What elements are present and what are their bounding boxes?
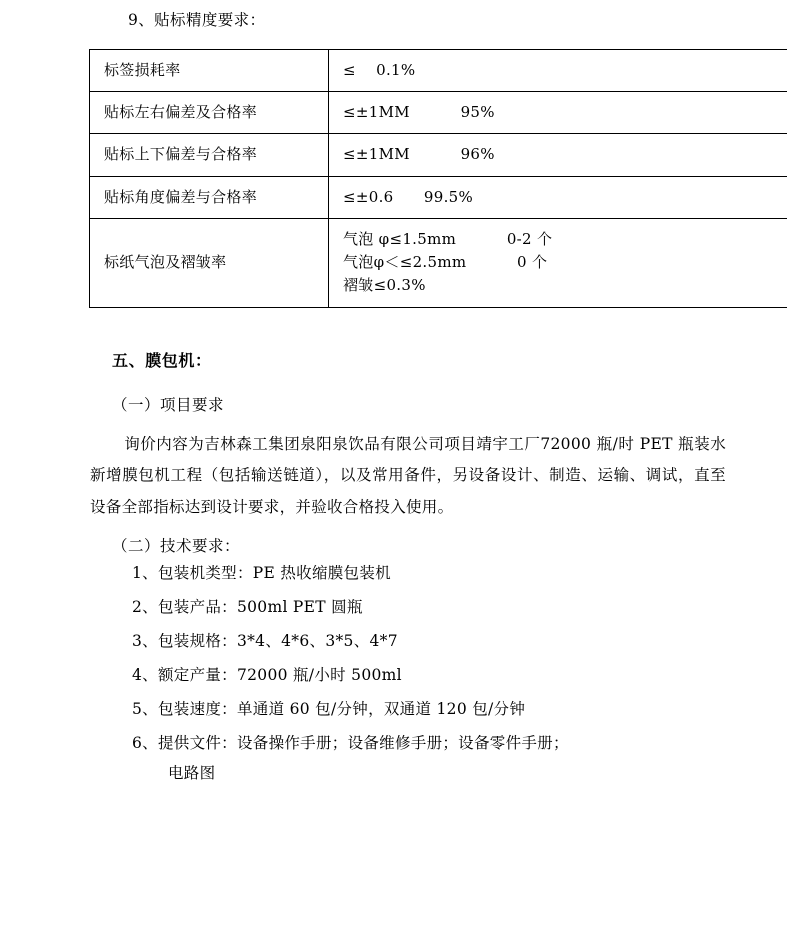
- item-text-continuation: 电路图: [168, 764, 216, 783]
- value-line: 褶皱≤0.3%: [343, 276, 426, 295]
- row-value: [329, 134, 787, 176]
- subsection-2-title: （二）技术要求：: [112, 536, 241, 555]
- row-label: 贴标左右偏差及合格率: [90, 92, 329, 134]
- table-row: [90, 176, 787, 218]
- item-text: 包装规格：3*4、4*6、3*5、4*7: [157, 632, 398, 651]
- row-value: [329, 176, 787, 218]
- value-line: ≤±1MM 96%: [343, 145, 495, 164]
- table-row: [90, 218, 787, 307]
- technical-requirements-list: [44, 556, 745, 791]
- item-text: 包装速度：单通道 60 包/分钟，双通道 120 包/分钟: [157, 700, 526, 719]
- value-line: ≤ 0.1%: [343, 60, 416, 79]
- subsection-1-title: （一）项目要求: [112, 395, 225, 414]
- list-item: [132, 692, 745, 726]
- item-number: 4、: [132, 666, 158, 685]
- list-item: [132, 590, 745, 624]
- table-body: [90, 49, 787, 307]
- item-number: 5、: [132, 700, 158, 719]
- item-number: 6、: [132, 734, 158, 753]
- list-item: [132, 726, 745, 790]
- list-item: [132, 556, 745, 590]
- value-line: 气泡φ＜≤2.5mm 0 个: [343, 253, 548, 272]
- item-text: 提供文件：设备操作手册；设备维修手册；设备零件手册；: [157, 734, 569, 753]
- row-label: 标纸气泡及褶皱率: [90, 218, 329, 307]
- value-line: ≤±1MM 95%: [343, 103, 495, 122]
- row-label: 贴标角度偏差与合格率: [90, 176, 329, 218]
- list-item: [132, 624, 745, 658]
- row-label: 贴标上下偏差与合格率: [90, 134, 329, 176]
- paragraph-text: 询价内容为吉林森工集团泉阳泉饮品有限公司项目靖宇工厂72000 瓶/时 PET 瓶装水新增膜包机工程（包括输送链道），以及常用备件，另设备设计、制造、运输、调试，直至设备全部指标达到设计要求，并验收合格投入使用。: [90, 434, 726, 517]
- table-row: [90, 134, 787, 176]
- item-text: 包装机类型：PE 热收缩膜包装机: [157, 563, 391, 582]
- value-line: 气泡 φ≤1.5mm 0-2 个: [343, 229, 553, 248]
- labeling-accuracy-table: [89, 49, 787, 308]
- subsection-1-body: [90, 429, 726, 524]
- item-text: 额定产量：72000 瓶/小时 500ml: [157, 666, 402, 685]
- table-row: [90, 49, 787, 91]
- value-line: ≤±0.6 99.5%: [343, 187, 474, 206]
- row-value: [329, 218, 787, 307]
- section-title: 五、膜包机：: [112, 350, 212, 370]
- item-number: 3、: [132, 632, 158, 651]
- item-number: 1、: [132, 563, 158, 582]
- item-number: 2、: [132, 597, 158, 616]
- table-row: [90, 92, 787, 134]
- page-heading: 9、贴标精度要求：: [128, 11, 266, 29]
- item-text: 包装产品：500ml PET 圆瓶: [157, 597, 363, 616]
- list-item: [132, 658, 745, 692]
- row-label: 标签损耗率: [90, 49, 329, 91]
- row-value: [329, 49, 787, 91]
- row-value: [329, 92, 787, 134]
